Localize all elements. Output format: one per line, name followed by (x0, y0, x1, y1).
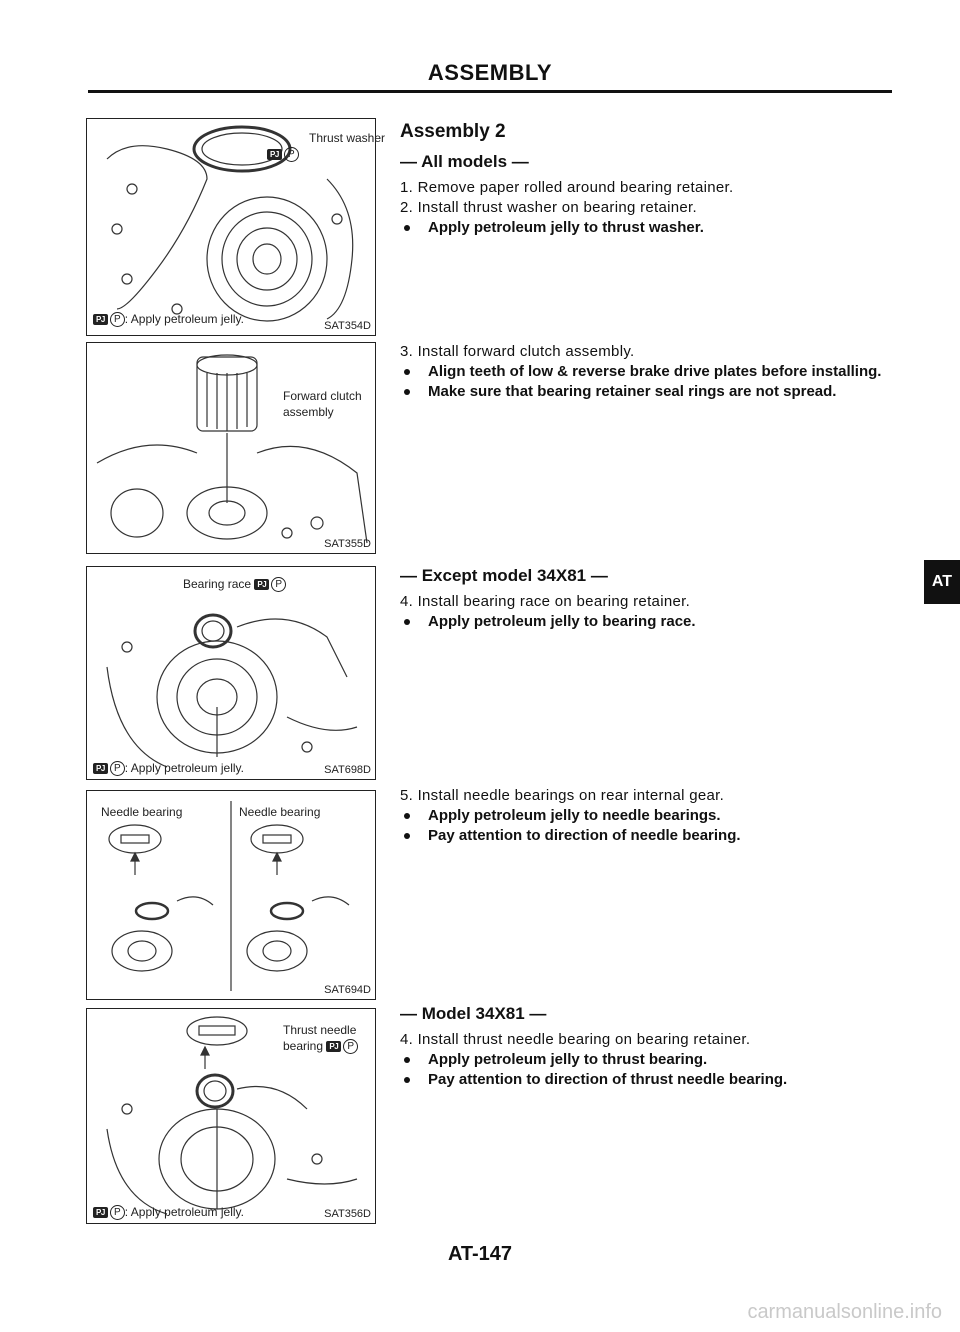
bearing-race-illustration (87, 567, 375, 779)
label-bearing: bearing PJ P (283, 1039, 358, 1054)
figure-caption: PJ P : Apply petroleum jelly. (93, 761, 244, 776)
label-forward-clutch: Forward clutch (283, 389, 362, 403)
step-4b: 4. Install thrust needle bearing on bearing retainer. (400, 1031, 751, 1048)
at-section-tab[interactable]: AT (924, 560, 960, 604)
bullet-needle-direction: Pay attention to direction of needle bearing. (400, 826, 900, 846)
watermark: carmanualsonline.info (747, 1301, 942, 1323)
step-2: 2. Install thrust washer on bearing retainer. (400, 199, 697, 216)
jelly-symbol: PJ P (267, 147, 299, 162)
bullet-thrust-washer: Apply petroleum jelly to thrust washer. (400, 218, 900, 238)
bullet-thrust-direction: Pay attention to direction of thrust needle bearing. (400, 1070, 900, 1090)
figure-caption: PJ P : Apply petroleum jelly. (93, 312, 244, 327)
text-block-steps-1-2 (400, 122, 900, 238)
page-number: AT-147 (447, 1243, 513, 1265)
page-header: ASSEMBLY (427, 60, 553, 85)
figure-thrust-needle-bearing (86, 1008, 376, 1224)
figure-forward-clutch (86, 342, 376, 554)
header-rule (88, 90, 892, 93)
label-assembly: assembly (283, 405, 334, 419)
figure-code: SAT354D (324, 320, 371, 332)
figure-bearing-race (86, 566, 376, 780)
transmission-illustration (87, 119, 375, 335)
figure-code: SAT356D (324, 1208, 371, 1220)
text-block-step-4a (400, 566, 900, 632)
label-bearing-race: Bearing race PJ P (183, 577, 286, 592)
step-1: 1. Remove paper rolled around bearing retainer. (400, 179, 734, 196)
label-needle-bearing-left: Needle bearing (101, 805, 183, 819)
bullet-bearing-race: Apply petroleum jelly to bearing race. (400, 612, 900, 632)
figure-caption: PJ P : Apply petroleum jelly. (93, 1205, 244, 1220)
needle-bearing-illustration (87, 791, 375, 999)
step-5: 5. Install needle bearings on rear internal gear. (400, 787, 725, 804)
text-block-step-4b (400, 1004, 900, 1090)
bullet-thrust-bearing-jelly: Apply petroleum jelly to thrust bearing. (400, 1050, 900, 1070)
clutch-illustration (87, 343, 375, 553)
figure-code: SAT694D (324, 984, 371, 996)
step-3: 3. Install forward clutch assembly. (400, 343, 635, 360)
figure-code: SAT698D (324, 764, 371, 776)
figure-code: SAT355D (324, 538, 371, 550)
bullet-seal-rings: Make sure that bearing retainer seal rings are not spread. (400, 382, 900, 402)
model-heading: — Model 34X81 — (400, 1004, 547, 1023)
label-needle-bearing-right: Needle bearing (239, 805, 321, 819)
label-thrust-washer: Thrust washer (309, 131, 386, 145)
bullet-align-teeth: Align teeth of low & reverse brake drive plates before installing. (400, 362, 900, 382)
step-4a: 4. Install bearing race on bearing retainer. (400, 593, 691, 610)
label-thrust-needle: Thrust needle (283, 1023, 357, 1037)
figure-needle-bearing (86, 790, 376, 1000)
except-model-heading: — Except model 34X81 — (400, 566, 608, 585)
figure-thrust-washer (86, 118, 386, 336)
text-block-step-5 (400, 786, 900, 846)
bullet-needle-jelly: Apply petroleum jelly to needle bearings. (400, 806, 900, 826)
section-title: Assembly 2 (400, 121, 506, 142)
all-models-heading: — All models — (400, 152, 529, 171)
text-block-step-3 (400, 342, 900, 402)
